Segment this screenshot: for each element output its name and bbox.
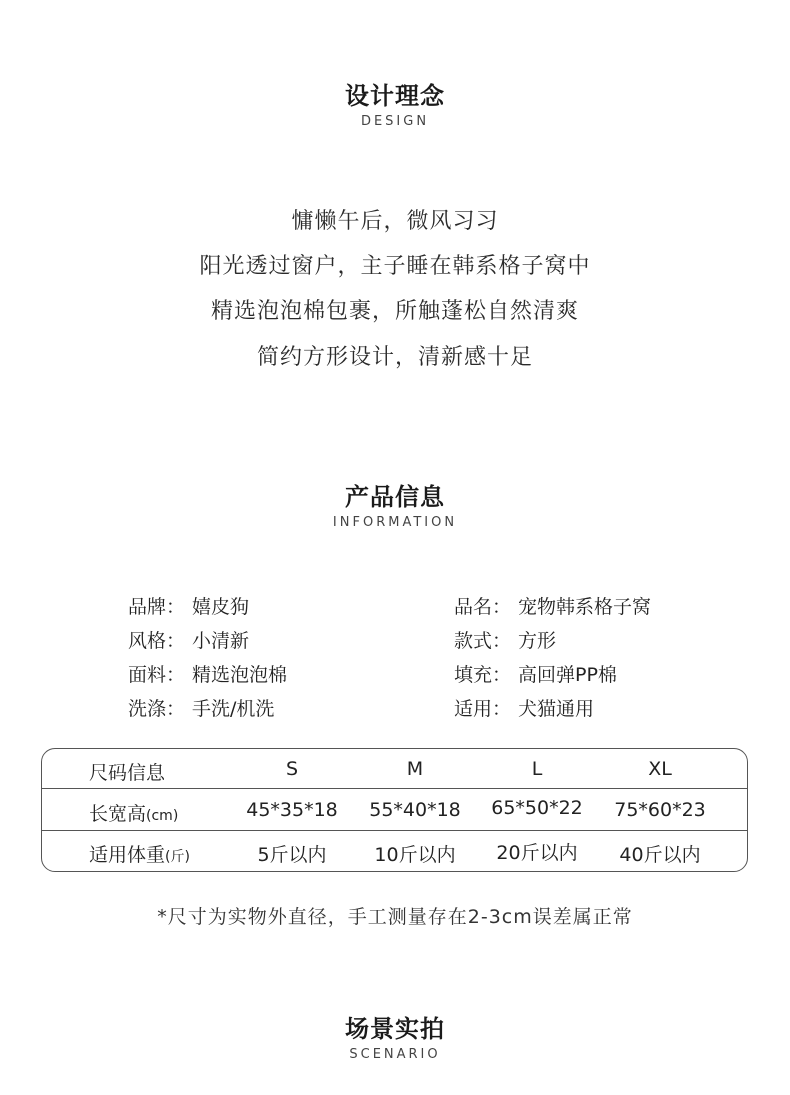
- info-brand-value: 嬉皮狗: [192, 596, 250, 618]
- size-m: M: [406, 758, 424, 780]
- dimension-xl: 75*60*23: [614, 799, 706, 821]
- weight-s: 5斤以内: [257, 844, 327, 866]
- size-header-label: 尺码信息: [89, 762, 166, 784]
- design-line-1: 慵懒午后，微风习习: [291, 209, 499, 234]
- dimension-label: 长宽高: [89, 803, 147, 825]
- info-brand-label: 品牌：: [128, 596, 186, 618]
- table-divider: [42, 830, 747, 831]
- table-divider: [42, 788, 747, 789]
- size-xl: XL: [648, 758, 672, 780]
- dimension-l: 65*50*22: [491, 797, 583, 819]
- info-shape-value: 方形: [518, 630, 557, 652]
- weight-label: 适用体重: [89, 844, 166, 866]
- information-title: 产品信息: [345, 483, 445, 511]
- info-suitable-label: 适用：: [454, 698, 512, 720]
- info-shape-label: 款式：: [454, 630, 512, 652]
- scenario-title: 场景实拍: [345, 1015, 445, 1043]
- dimension-s: 45*35*18: [246, 799, 338, 821]
- size-table: [41, 748, 748, 872]
- info-style-label: 风格：: [128, 630, 186, 652]
- design-line-3: 精选泡泡棉包裹，所触蓬松自然清爽: [210, 299, 579, 324]
- weight-row-label: [89, 840, 190, 867]
- design-title: 设计理念: [345, 82, 445, 110]
- info-fabric-value: 精选泡泡棉: [192, 664, 288, 686]
- dimension-unit: (cm): [146, 808, 179, 824]
- size-l: L: [531, 758, 543, 780]
- design-subtitle: DESIGN: [360, 114, 430, 129]
- information-subtitle: INFORMATION: [332, 515, 458, 530]
- info-wash-label: 洗涤：: [128, 698, 186, 720]
- design-line-2: 阳光透过窗户，主子睡在韩系格子窝中: [199, 254, 591, 279]
- design-line-4: 简约方形设计，清新感十足: [256, 345, 533, 370]
- info-fabric-label: 面料：: [128, 664, 186, 686]
- info-wash-value: 手洗/机洗: [192, 698, 275, 720]
- info-suitable-value: 犬猫通用: [518, 698, 595, 720]
- dimension-m: 55*40*18: [369, 799, 461, 821]
- scenario-subtitle: SCENARIO: [349, 1047, 441, 1062]
- info-filling-label: 填充：: [454, 664, 512, 686]
- weight-l: 20斤以内: [496, 842, 578, 864]
- weight-xl: 40斤以内: [619, 844, 701, 866]
- weight-m: 10斤以内: [374, 844, 456, 866]
- info-name-label: 品名：: [454, 596, 512, 618]
- info-name-value: 宠物韩系格子窝: [518, 596, 652, 618]
- size-note: *尺寸为实物外直径，手工测量存在2-3cm误差属正常: [157, 906, 633, 928]
- dimension-row-label: [89, 799, 178, 826]
- info-style-value: 小清新: [192, 630, 250, 652]
- weight-unit: (斤): [165, 849, 190, 865]
- info-filling-value: 高回弹PP棉: [518, 664, 617, 686]
- size-s: S: [285, 758, 299, 780]
